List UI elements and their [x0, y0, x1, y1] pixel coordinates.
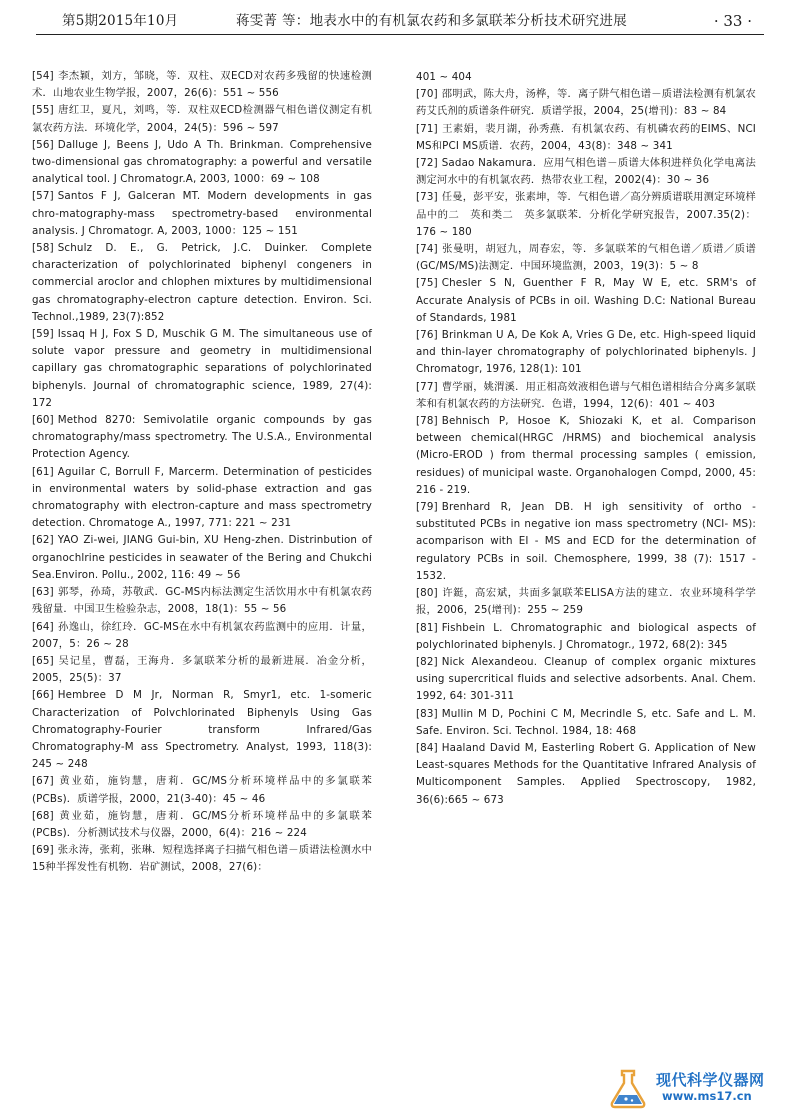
reference-number: [79] — [416, 501, 438, 514]
reference-entry — [32, 188, 372, 240]
reference-number: [73] — [416, 191, 438, 204]
reference-number: [63] — [32, 586, 54, 599]
reference-text: Haaland David M, Easterling Robert G. Application of New Least-squares Methods for the Quantitative Infrared Analysis of Multicomponent Samples. Applied Spectroscopy, 1982, 36(6):665 ~ 673 — [416, 741, 756, 806]
reference-text: Issaq H J, Fox S D, Muschik G M. The simultaneous use of solute vapor pressure and geometry in multidimensional capillary gas chromatographic separations of polychlorinated biphenyls. Journal of chromatographic science, 1989, 27(4): 172 — [32, 328, 372, 409]
flask-icon — [602, 1067, 654, 1109]
reference-text: 唐红卫，夏凡，刘鸣，等．双柱双ECD检测器气相色谱仪测定有机氯农药方法．环境化学，2004，24(5)：596 ~ 597 — [32, 104, 372, 134]
reference-entry — [416, 499, 756, 585]
reference-entry — [32, 653, 372, 687]
issue-date: 第5期2015年10月 — [62, 13, 179, 29]
reference-number: [55] — [32, 104, 54, 117]
reference-text: Brinkman U A, De Kok A, Vries G De, etc. High-speed liquid and thin-layer chromatography of polychlorinated biphenyls. J Chromatogr, 1976, 128(1): 101 — [416, 329, 756, 376]
reference-text: Hembree D M Jr, Norman R, Smyr1, etc. 1-someric Characterization of Polvchlorinated Biphenyls Using Gas Chromatography-Fourier transform Infrared/Gas Chromatography-M ass Spectrometry. Analyst, 1993, 118(3): 245 ~ 248 — [32, 689, 372, 771]
reference-number: [70] — [416, 88, 438, 101]
reference-number: [61] — [32, 465, 54, 478]
reference-entry — [416, 69, 756, 86]
reference-text: 曹学丽，姚渭溪．用正相高效液相色谱与气相色谱相结合分离多氯联苯和有机氯农药的方法研究．色谱，1994，12(6)：401 ~ 403 — [416, 380, 756, 410]
reference-entry — [416, 620, 756, 654]
page-number: · 33 · — [713, 12, 752, 30]
reference-number: [66] — [32, 689, 54, 702]
reference-text: Method 8270: Semivolatile organic compounds by gas chromatography/mass spectrometry. The U.S.A., Environmental Protection Agency. — [32, 414, 372, 461]
reference-number: [74] — [416, 243, 438, 256]
reference-entry — [416, 413, 756, 499]
reference-number: [76] — [416, 329, 438, 342]
reference-entry — [416, 275, 756, 327]
references-left-column — [32, 68, 372, 877]
reference-number: [59] — [32, 328, 54, 341]
reference-entry — [32, 619, 372, 653]
reference-text: Sadao Nakamura．应用气相色谱－质谱大体积进样负化学电离法测定河水中的有机氯农药．热带农业工程，2002(4)：30 ~ 36 — [416, 157, 756, 187]
reference-number: [58] — [32, 242, 54, 255]
reference-number: [71] — [416, 122, 438, 135]
reference-text: 李杰颖，刘方，邹晓，等．双柱、双ECD对农药多残留的快速检测术．山地农业生物学报，2007，26(6)：551 ~ 556 — [32, 70, 372, 100]
reference-entry — [416, 189, 756, 241]
reference-text: 郭琴，孙琦，苏敬武．GC-MS内标法测定生活饮用水中有机氯农药残留量．中国卫生检验杂志，2008，18(1)：55 ~ 56 — [32, 586, 372, 616]
reference-number: [75] — [416, 277, 438, 290]
reference-text: 黄业茹，施钧慧，唐莉．GC/MS分析环境样品中的多氯联苯(PCBs)．分析测试技术与仪器，2000，6(4)：216 ~ 224 — [32, 809, 372, 839]
reference-entry — [416, 740, 756, 809]
reference-text: Behnisch P, Hosoe K, Shiozaki K, et al. Comparison between chemical(HRGC /HRMS) and biochemical analysis (Micro-EROD ) from thermal processing samples ( emission, residues) of municipal waste. Organohalogen Compd, 2000, 45: 216 - 219. — [416, 415, 756, 496]
running-title: 蒋雯菁 等：地表水中的有机氯农药和多氯联苯分析技术研究进展 — [236, 13, 627, 29]
reference-entry — [416, 155, 756, 189]
reference-entry — [32, 102, 372, 136]
reference-entry — [32, 68, 372, 102]
reference-number: [60] — [32, 414, 54, 427]
reference-entry — [32, 842, 372, 876]
reference-number: [83] — [416, 707, 438, 720]
reference-number: [84] — [416, 741, 438, 754]
reference-number: [67] — [32, 775, 54, 788]
reference-entry — [416, 86, 756, 120]
reference-text: 任曼，彭平安，张素坤，等．气相色谱／高分辨质谱联用测定环境样品中的二 英和类二 英多氯联苯．分析化学研究报告，2007.35(2)：176 ~ 180 — [416, 191, 756, 238]
reference-number: [56] — [32, 138, 54, 151]
site-watermark — [596, 1067, 786, 1109]
reference-text: 401 ~ 404 — [416, 71, 472, 83]
reference-entry — [32, 773, 372, 807]
reference-text: 吴记星，曹磊，王海舟．多氯联苯分析的最新进展．冶金分析，2005，25(5)：37 — [32, 654, 372, 685]
reference-number: [77] — [416, 380, 438, 393]
reference-text: Santos F J, Galceran MT. Modern developments in gas chro-matography-mass spectrometry-based environmental analysis. J Chromatogr. A, 2003, 1000：125 ~ 151 — [32, 190, 372, 237]
reference-text: 张永涛，张莉，张琳．短程选择离子扫描气相色谱－质谱法检测水中15种半挥发性有机物．岩矿测试，2008，27(6)： — [32, 844, 372, 874]
reference-text: Nick Alexandeou. Cleanup of complex organic mixtures using supercritical fluids and selective adsorbents. Anal. Chem. 1992, 64: 301-311 — [416, 655, 756, 703]
reference-entry — [416, 121, 756, 155]
reference-entry — [32, 326, 372, 412]
reference-entry — [32, 687, 372, 773]
watermark-site-name: 现代科学仪器网 — [656, 1071, 765, 1089]
reference-entry — [32, 240, 372, 326]
reference-number: [62] — [32, 534, 54, 547]
reference-text: 张曼明，胡冠九，周春宏，等．多氯联苯的气相色谱／质谱／质谱(GC/MS/MS)法测定．中国环境监测，2003，19(3)：5 ~ 8 — [416, 243, 756, 273]
reference-number: [81] — [416, 621, 438, 634]
reference-number: [64] — [32, 620, 54, 633]
reference-text: Aguilar C, Borrull F, Marcerm. Determination of pesticides in environmental waters by solid-phase extraction and gas chromatography with electron-capture and mass spectrometry detection. Chromatoge A., 1997, 771: 221 ~ 231 — [32, 465, 372, 530]
reference-entry — [416, 585, 756, 619]
reference-number: [80] — [416, 587, 438, 600]
reference-entry — [416, 379, 756, 413]
reference-text: Chesler S N, Guenther F R, May W E, etc. SRM's of Accurate Analysis of PCBs in oil. Washing D.C: National Bureau of Standards, 1981 — [416, 277, 756, 324]
reference-entry — [416, 706, 756, 740]
reference-number: [78] — [416, 415, 438, 428]
reference-text: 黄业茹，施钧慧，唐莉．GC/MS分析环境样品中的多氯联苯(PCBs)．质谱学报，2000，21(3-40)：45 ~ 46 — [32, 775, 372, 805]
reference-text: 王素娟，裴月湖，孙秀燕．有机氯农药、有机磷农药的EIMS、NCI MS和PCI MS质谱．农药，2004，43(8)：348 ~ 341 — [416, 122, 756, 152]
reference-entry — [32, 137, 372, 189]
reference-entry — [416, 654, 756, 706]
reference-text: Mullin M D, Pochini C M, Mecrindle S, etc. Safe and L. M. Safe. Environ. Sci. Technol. 1984, 18: 468 — [416, 707, 756, 737]
watermark-url: www.ms17.cn — [662, 1089, 752, 1103]
reference-entry — [32, 808, 372, 842]
reference-entry — [32, 584, 372, 618]
reference-text: 邵明武，陈大舟，汤桦，等．离子阱气相色谱－质谱法检测有机氯农药艾氏剂的质谱条件研究．质谱学报，2004，25(增刊)：83 ~ 84 — [416, 88, 756, 118]
reference-text: 许鋌，高宏斌，共面多氯联苯ELISA方法的建立．农业环境科学学报，2006，25(增刊)：255 ~ 259 — [416, 587, 756, 617]
reference-entry — [32, 412, 372, 464]
running-header — [36, 8, 764, 35]
reference-number: [54] — [32, 70, 54, 82]
reference-text: Brenhard R, Jean DB. H igh sensitivity of ortho - substituted PCBs in negative ion mass spectrometry (NCI- MS): acomparison with EI - MS and ECD for the determination of regulatory PCBs in soil. Chemosphere, 1999, 38 (7): 1517 - 1532. — [416, 501, 756, 582]
reference-text: YAO Zi-wei, JIANG Gui-bin, XU Heng-zhen. Distrinbution of organochlrine pesticides in seawater of the Bering and Chukchi Sea.Environ. Pollu., 2002, 116: 49 ~ 56 — [32, 534, 372, 581]
reference-entry — [32, 532, 372, 584]
reference-number: [65] — [32, 654, 54, 667]
reference-number: [57] — [32, 190, 54, 203]
reference-entry — [32, 464, 372, 533]
reference-entry — [416, 241, 756, 275]
reference-text: 孙逸山，徐红玲．GC-MS在水中有机氯农药监测中的应用．计量，2007，5：26 ~ 28 — [32, 620, 372, 650]
reference-number: [72] — [416, 157, 438, 170]
reference-text: Schulz D. E., G. Petrick, J.C. Duinker. Complete characterization of polychlorinated biphenyl congeners in commercial aroclor and chlophen mixtures by multidimensional gas chromatography-electron capture detection. Environ. Sci. Technol.,1989, 23(7):852 — [32, 242, 372, 323]
reference-number: [82] — [416, 655, 438, 668]
reference-text: Dalluge J, Beens J, Udo A Th. Brinkman. Comprehensive two-dimensional gas chromatography: a powerful and versatile analytical tool. J Chromatogr.A, 2003, 1000：69 ~ 108 — [32, 138, 372, 186]
reference-number: [68] — [32, 809, 54, 822]
reference-number: [69] — [32, 844, 54, 857]
reference-entry — [416, 327, 756, 379]
reference-text: Fishbein L. Chromatographic and biological aspects of polychlorinated biphenyls. J Chromatogr., 1972, 68(2): 345 — [416, 621, 756, 651]
references-right-column — [416, 69, 756, 809]
